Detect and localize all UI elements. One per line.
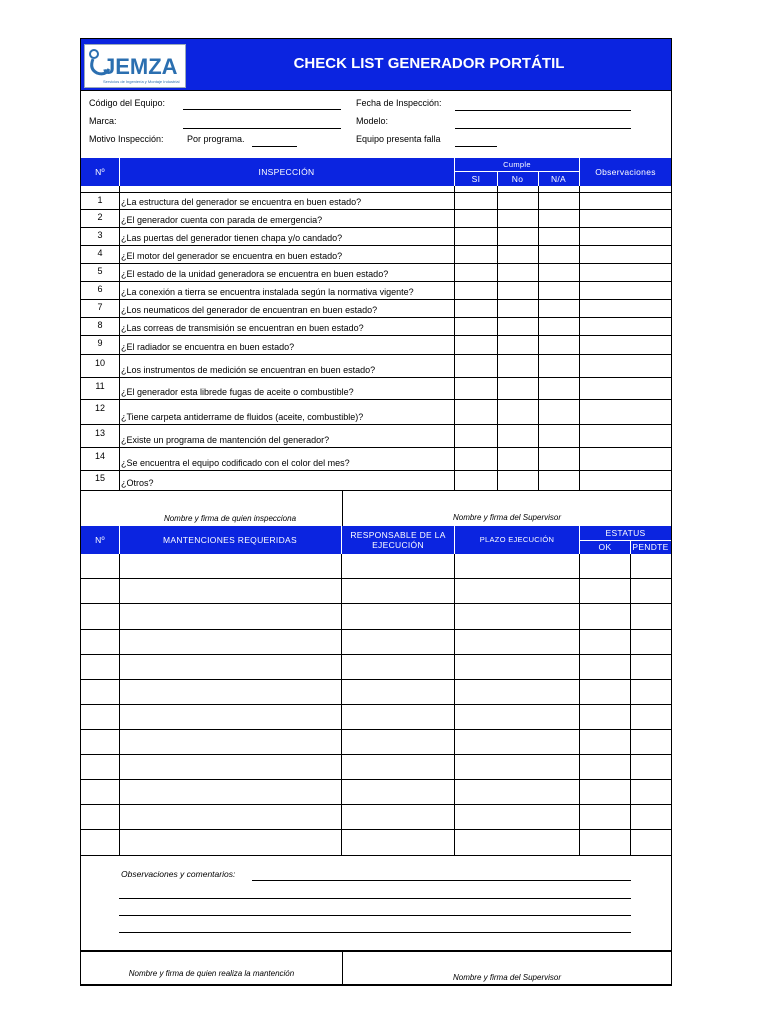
inspection-question: ¿Los instrumentos de medición se encuentran en buen estado? <box>121 365 376 375</box>
inspection-question: ¿El generador cuenta con parada de emergencia? <box>121 215 323 225</box>
maintenance-cell-ok[interactable] <box>580 705 630 730</box>
check-cell-si[interactable] <box>455 448 497 471</box>
inspection-question: ¿El estado de la unidad generadora se encuentra en buen estado? <box>121 269 389 279</box>
row-number: 7 <box>97 302 103 312</box>
check-cell-no[interactable] <box>497 400 538 425</box>
observaciones-line-1[interactable] <box>252 880 631 881</box>
maintenance-cell-pendte[interactable] <box>630 604 671 630</box>
maintenance-cell-mantencion[interactable] <box>119 655 342 680</box>
mant-col-ok-header: OK <box>598 542 612 552</box>
maintenance-cell-plazo[interactable] <box>455 630 580 655</box>
check-cell-no[interactable] <box>497 282 538 300</box>
divider <box>119 158 120 186</box>
logo-icon <box>85 45 185 87</box>
maintenance-cell-pendte[interactable] <box>630 705 671 730</box>
divider <box>341 554 342 856</box>
row-number: 3 <box>97 230 103 240</box>
divider <box>81 90 671 91</box>
check-cell-no[interactable] <box>497 193 538 210</box>
check-cell-si[interactable] <box>455 210 497 228</box>
row-number: 15 <box>94 473 105 483</box>
maintenance-cell-plazo[interactable] <box>455 780 580 805</box>
divider <box>454 158 455 186</box>
falla-label: Equipo presenta falla <box>356 134 441 144</box>
maintenance-cell-responsable[interactable] <box>342 780 455 805</box>
maintenance-cell-responsable[interactable] <box>342 830 455 856</box>
inspection-question: ¿Los neumaticos del generador de encuentran en buen estado? <box>121 305 378 315</box>
check-cell-na[interactable] <box>538 193 580 210</box>
check-cell-si[interactable] <box>455 282 497 300</box>
inspection-question: ¿El radiador se encuentra en buen estado? <box>121 342 295 352</box>
logo-text: JEMZA <box>103 54 178 79</box>
divider <box>579 554 580 856</box>
maintenance-cell-responsable[interactable] <box>342 705 455 730</box>
col-no-header: No <box>511 174 524 184</box>
maintenance-cell-ok[interactable] <box>580 780 630 805</box>
row-number: 6 <box>97 284 103 294</box>
col-inspeccion-header: INSPECCIÓN <box>258 167 315 177</box>
check-cell-na[interactable] <box>538 355 580 378</box>
maintenance-cell-num[interactable] <box>81 554 119 579</box>
maintenance-cell-mantencion[interactable] <box>119 680 342 705</box>
marca-label: Marca: <box>89 116 117 126</box>
check-cell-si[interactable] <box>455 355 497 378</box>
check-cell-obs[interactable] <box>580 210 671 228</box>
maintenance-cell-plazo[interactable] <box>455 805 580 830</box>
maintenance-cell-num[interactable] <box>81 579 119 604</box>
maintenance-cell-num[interactable] <box>81 780 119 805</box>
maintenance-cell-pendte[interactable] <box>630 554 671 579</box>
row-number: 12 <box>94 403 105 413</box>
maintenance-cell-plazo[interactable] <box>455 680 580 705</box>
maintenance-cell-plazo[interactable] <box>455 579 580 604</box>
check-cell-na[interactable] <box>538 210 580 228</box>
company-logo <box>84 44 186 88</box>
check-cell-na[interactable] <box>538 228 580 246</box>
mant-col-pendte-header: PENDTE <box>632 542 669 552</box>
divider <box>341 526 342 554</box>
maintenance-cell-mantencion[interactable] <box>119 554 342 579</box>
maintenance-cell-num[interactable] <box>81 680 119 705</box>
falla-field[interactable] <box>455 146 497 147</box>
motivo-label: Motivo Inspección: <box>89 134 164 144</box>
maintenance-cell-plazo[interactable] <box>455 830 580 856</box>
inspection-question: ¿Se encuentra el equipo codificado con el color del mes? <box>121 458 350 468</box>
divider <box>579 186 580 491</box>
check-cell-si[interactable] <box>455 336 497 355</box>
check-cell-no[interactable] <box>497 318 538 336</box>
divider <box>579 158 580 186</box>
divider <box>454 186 455 491</box>
maintenance-cell-pendte[interactable] <box>630 630 671 655</box>
divider <box>454 526 455 554</box>
divider <box>81 192 671 193</box>
mant-col-plazo-header: PLAZO EJECUCIÓN <box>479 535 555 544</box>
maintenance-cell-num[interactable] <box>81 604 119 630</box>
codigo-label: Código del Equipo: <box>89 98 166 108</box>
check-cell-si[interactable] <box>455 425 497 448</box>
check-cell-obs[interactable] <box>580 300 671 318</box>
mant-col-num-header: Nº <box>95 535 105 545</box>
inspection-question: ¿Otros? <box>121 478 154 488</box>
maintenance-cell-ok[interactable] <box>580 579 630 604</box>
divider <box>538 186 539 491</box>
check-cell-si[interactable] <box>455 193 497 210</box>
logo-subtext: Servicios de Ingeniería y Montaje Industrial <box>103 79 180 84</box>
maintenance-cell-mantencion[interactable] <box>119 730 342 755</box>
maintenance-cell-ok[interactable] <box>580 554 630 579</box>
check-cell-no[interactable] <box>497 355 538 378</box>
check-cell-obs[interactable] <box>580 318 671 336</box>
row-number: 11 <box>95 381 105 391</box>
maintenance-cell-responsable[interactable] <box>342 604 455 630</box>
maintenance-cell-pendte[interactable] <box>630 680 671 705</box>
maintenance-cell-ok[interactable] <box>580 680 630 705</box>
check-cell-obs[interactable] <box>580 336 671 355</box>
divider <box>580 540 671 541</box>
maintenance-cell-mantencion[interactable] <box>119 755 342 780</box>
maintenance-cell-pendte[interactable] <box>630 780 671 805</box>
fecha-field[interactable] <box>455 110 631 111</box>
check-cell-no[interactable] <box>497 300 538 318</box>
maintenance-cell-num[interactable] <box>81 655 119 680</box>
row-number: 5 <box>97 266 103 276</box>
maintenance-cell-responsable[interactable] <box>342 680 455 705</box>
inspection-question: ¿Las correas de transmisión se encuentran en buen estado? <box>121 323 364 333</box>
check-cell-si[interactable] <box>455 300 497 318</box>
row-number: 13 <box>94 428 105 438</box>
maintenance-cell-num[interactable] <box>81 630 119 655</box>
maintenance-cell-responsable[interactable] <box>342 655 455 680</box>
check-cell-obs[interactable] <box>580 425 671 448</box>
check-cell-obs[interactable] <box>580 228 671 246</box>
check-cell-na[interactable] <box>538 282 580 300</box>
divider <box>630 554 631 856</box>
row-number: 9 <box>97 338 103 348</box>
col-observaciones-header: Observaciones <box>595 167 656 177</box>
inspection-question: ¿Existe un programa de mantención del generador? <box>121 435 330 445</box>
divider <box>455 171 579 172</box>
observaciones-label: Observaciones y comentarios: <box>121 869 236 879</box>
maintenance-cell-mantencion[interactable] <box>119 604 342 630</box>
check-cell-no[interactable] <box>497 246 538 264</box>
maintenance-cell-num[interactable] <box>81 755 119 780</box>
check-cell-obs[interactable] <box>580 471 671 491</box>
codigo-field[interactable] <box>183 109 341 110</box>
maintenance-cell-plazo[interactable] <box>455 655 580 680</box>
maintenance-cell-mantencion[interactable] <box>119 830 342 856</box>
check-cell-obs[interactable] <box>580 282 671 300</box>
maintenance-cell-ok[interactable] <box>580 805 630 830</box>
maintenance-cell-ok[interactable] <box>580 830 630 856</box>
col-na-header: N/A <box>550 174 567 184</box>
check-cell-na[interactable] <box>538 246 580 264</box>
maintenance-cell-plazo[interactable] <box>455 755 580 780</box>
check-cell-na[interactable] <box>538 264 580 282</box>
maintenance-cell-ok[interactable] <box>580 655 630 680</box>
maintenance-cell-responsable[interactable] <box>342 630 455 655</box>
maintenance-cell-plazo[interactable] <box>455 730 580 755</box>
check-cell-obs[interactable] <box>580 400 671 425</box>
row-number: 4 <box>97 248 103 258</box>
check-cell-na[interactable] <box>538 425 580 448</box>
check-cell-si[interactable] <box>455 471 497 491</box>
maintenance-cell-responsable[interactable] <box>342 730 455 755</box>
divider <box>538 172 539 186</box>
check-cell-na[interactable] <box>538 400 580 425</box>
check-cell-no[interactable] <box>497 228 538 246</box>
divider <box>119 186 120 491</box>
col-num-header: Nº <box>95 167 105 177</box>
inspection-question: ¿La conexión a tierra se encuentra instalada según la normativa vigente? <box>121 287 414 297</box>
check-cell-na[interactable] <box>538 471 580 491</box>
check-cell-si[interactable] <box>455 264 497 282</box>
supervisor-signature-1[interactable]: Nombre y firma del Supervisor <box>452 513 562 522</box>
maintenance-cell-responsable[interactable] <box>342 554 455 579</box>
inspection-question: ¿La estructura del generador se encuentra en buen estado? <box>121 197 362 207</box>
maintenance-cell-responsable[interactable] <box>342 805 455 830</box>
check-cell-si[interactable] <box>455 318 497 336</box>
check-cell-no[interactable] <box>497 210 538 228</box>
observaciones-line-3[interactable] <box>119 915 631 916</box>
check-cell-na[interactable] <box>538 378 580 400</box>
mant-col-responsable-header <box>342 526 454 554</box>
check-cell-na[interactable] <box>538 300 580 318</box>
maintenance-cell-plazo[interactable] <box>455 554 580 579</box>
check-cell-obs[interactable] <box>580 246 671 264</box>
modelo-label: Modelo: <box>356 116 389 126</box>
check-cell-obs[interactable] <box>580 355 671 378</box>
row-number: 1 <box>97 195 103 205</box>
por-programa-label: Por programa. <box>187 134 245 144</box>
maintenance-cell-num[interactable] <box>81 805 119 830</box>
check-cell-si[interactable] <box>455 378 497 400</box>
mant-col-mantenciones-header: MANTENCIONES REQUERIDAS <box>163 535 297 545</box>
divider <box>119 526 120 554</box>
maintenance-cell-pendte[interactable] <box>630 830 671 856</box>
maintenance-cell-num[interactable] <box>81 830 119 856</box>
divider <box>497 186 498 491</box>
maintenance-cell-pendte[interactable] <box>630 655 671 680</box>
maintenance-cell-plazo[interactable] <box>455 705 580 730</box>
maintenance-cell-ok[interactable] <box>580 755 630 780</box>
row-number: 2 <box>97 212 103 222</box>
maintenance-cell-mantencion[interactable] <box>119 579 342 604</box>
modelo-field[interactable] <box>455 128 631 129</box>
maintenance-cell-mantencion[interactable] <box>119 705 342 730</box>
inspection-question: ¿El generador esta librede fugas de aceite o combustible? <box>121 387 354 397</box>
maintenance-cell-ok[interactable] <box>580 604 630 630</box>
check-cell-no[interactable] <box>497 378 538 400</box>
inspector-signature[interactable]: Nombre y firma de quien inspecciona <box>163 514 297 523</box>
check-cell-na[interactable] <box>538 318 580 336</box>
maintenance-cell-responsable[interactable] <box>342 755 455 780</box>
check-cell-no[interactable] <box>497 264 538 282</box>
maintenance-cell-num[interactable] <box>81 705 119 730</box>
mantencion-signature[interactable]: Nombre y firma de quien realiza la mantención <box>128 969 295 978</box>
divider <box>454 554 455 856</box>
por-programa-field[interactable] <box>252 146 297 147</box>
col-cumple-header: Cumple <box>503 159 531 169</box>
check-cell-na[interactable] <box>538 448 580 471</box>
mant-col-estatus-header: ESTATUS <box>605 528 646 538</box>
maintenance-cell-pendte[interactable] <box>630 805 671 830</box>
check-cell-no[interactable] <box>497 471 538 491</box>
check-cell-obs[interactable] <box>580 378 671 400</box>
responsable-line2: EJECUCIÓN <box>372 540 424 550</box>
col-si-header: SI <box>471 174 481 184</box>
divider <box>497 172 498 186</box>
maintenance-cell-ok[interactable] <box>580 630 630 655</box>
divider <box>630 540 631 554</box>
maintenance-cell-ok[interactable] <box>580 730 630 755</box>
check-cell-no[interactable] <box>497 425 538 448</box>
row-number: 14 <box>94 451 105 461</box>
page-title: CHECK LIST GENERADOR PORTÁTIL <box>293 55 565 72</box>
check-cell-no[interactable] <box>497 336 538 355</box>
check-cell-si[interactable] <box>455 246 497 264</box>
inspection-question: ¿Las puertas del generador tienen chapa y/o candado? <box>121 233 343 243</box>
maintenance-cell-num[interactable] <box>81 730 119 755</box>
check-cell-si[interactable] <box>455 228 497 246</box>
maintenance-cell-plazo[interactable] <box>455 604 580 630</box>
check-cell-obs[interactable] <box>580 448 671 471</box>
maintenance-cell-pendte[interactable] <box>630 579 671 604</box>
divider <box>119 554 120 856</box>
fecha-label: Fecha de Inspección: <box>356 98 442 108</box>
row-number: 8 <box>97 320 103 330</box>
observaciones-line-2[interactable] <box>119 898 631 899</box>
inspection-question: ¿Tiene carpeta antiderrame de fluidos (aceite, combustible)? <box>121 412 364 422</box>
observaciones-line-4[interactable] <box>119 932 631 933</box>
check-cell-na[interactable] <box>538 336 580 355</box>
maintenance-cell-responsable[interactable] <box>342 579 455 604</box>
check-cell-no[interactable] <box>497 448 538 471</box>
maintenance-cell-mantencion[interactable] <box>119 805 342 830</box>
maintenance-cell-pendte[interactable] <box>630 730 671 755</box>
maintenance-cell-pendte[interactable] <box>630 755 671 780</box>
row-number: 10 <box>94 358 105 368</box>
inspection-question: ¿El motor del generador se encuentra en buen estado? <box>121 251 343 261</box>
check-cell-obs[interactable] <box>580 264 671 282</box>
responsable-line1: RESPONSABLE DE LA <box>350 530 446 540</box>
maintenance-cell-mantencion[interactable] <box>119 780 342 805</box>
check-cell-obs[interactable] <box>580 193 671 210</box>
supervisor-signature-2[interactable]: Nombre y firma del Supervisor <box>452 973 562 982</box>
check-cell-si[interactable] <box>455 400 497 425</box>
maintenance-cell-mantencion[interactable] <box>119 630 342 655</box>
marca-field[interactable] <box>183 128 341 129</box>
